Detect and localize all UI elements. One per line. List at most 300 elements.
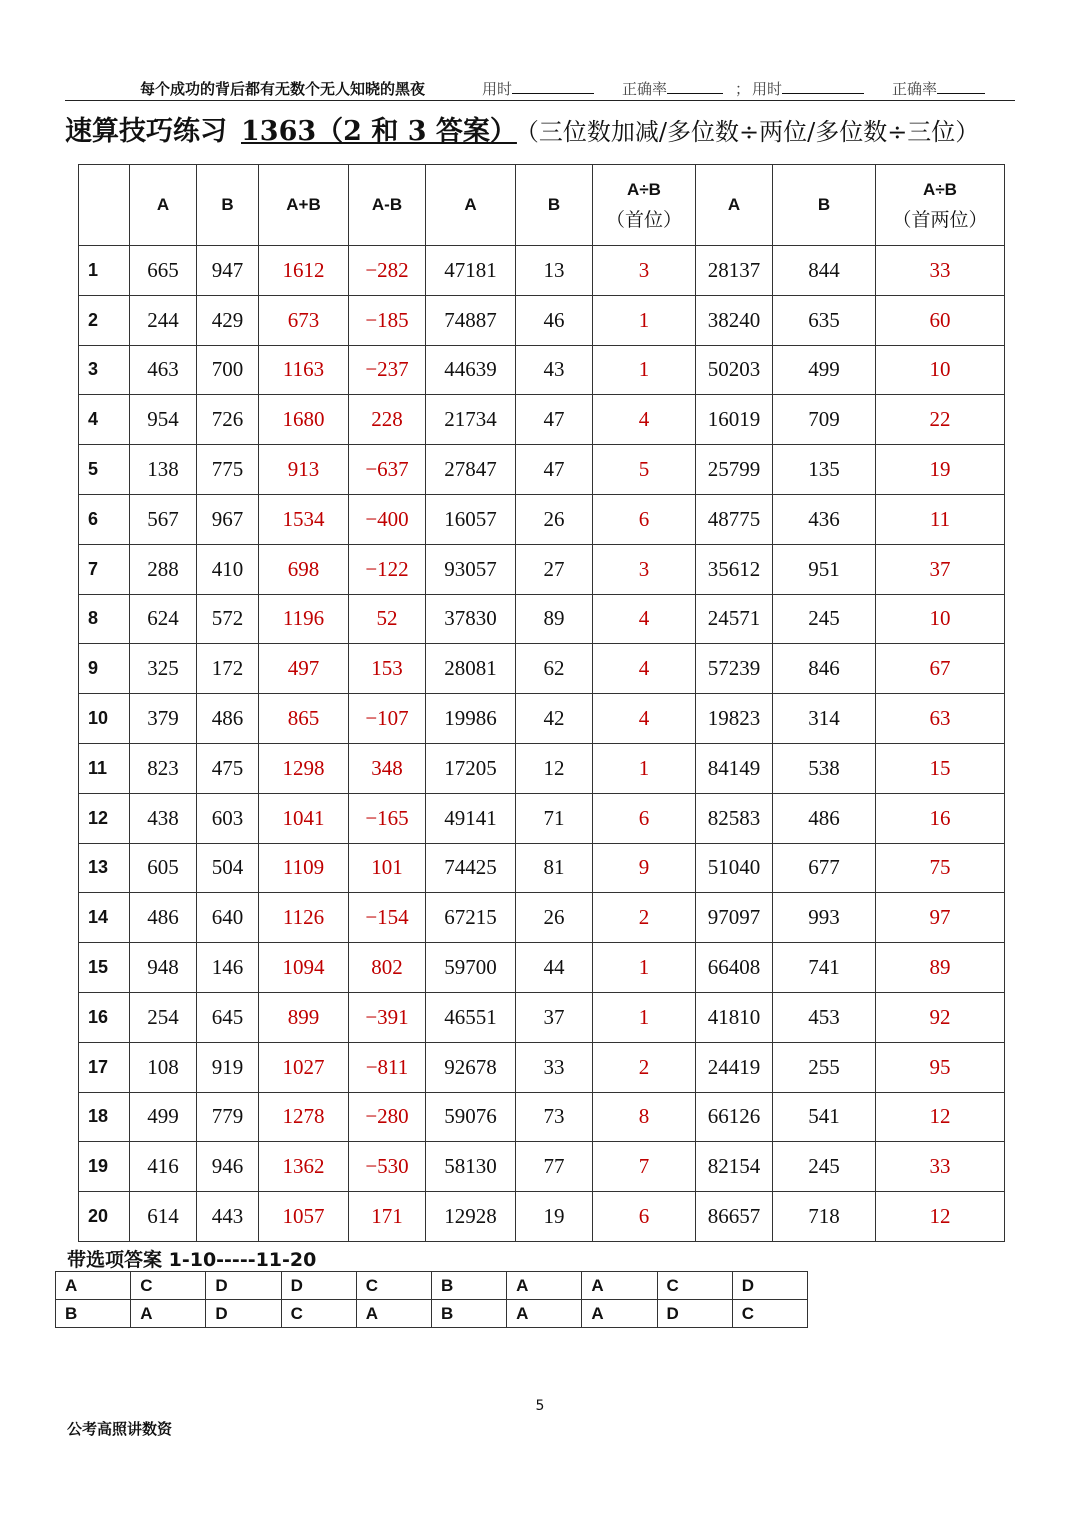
answer-cell: 1534 <box>259 494 349 544</box>
option-cell: D <box>657 1300 732 1328</box>
table-cell: 436 <box>773 494 876 544</box>
table-cell: 82154 <box>696 1142 773 1192</box>
table-cell: 475 <box>197 743 259 793</box>
table-cell: 919 <box>197 1042 259 1092</box>
table-cell: 741 <box>773 943 876 993</box>
column-header-label: B <box>817 195 831 214</box>
row-index: 10 <box>79 694 130 744</box>
table-row <box>79 1092 1005 1142</box>
table-cell: 779 <box>197 1092 259 1142</box>
answer-cell: 1109 <box>259 843 349 893</box>
answer-cell: −107 <box>349 694 426 744</box>
option-cell: D <box>281 1272 356 1300</box>
row-index: 2 <box>79 295 130 345</box>
table-cell: 50203 <box>696 345 773 395</box>
table-cell: 677 <box>773 843 876 893</box>
accuracy-blank-2 <box>937 79 985 94</box>
table-cell: 27847 <box>426 445 516 495</box>
table-cell: 438 <box>130 793 197 843</box>
answer-cell: 3 <box>593 246 696 296</box>
time-blank-2 <box>782 79 864 94</box>
table-row <box>79 644 1005 694</box>
table-cell: 567 <box>130 494 197 544</box>
answer-cell: 348 <box>349 743 426 793</box>
answer-cell: 12 <box>876 1192 1005 1242</box>
answer-cell: 802 <box>349 943 426 993</box>
table-cell: 66126 <box>696 1092 773 1142</box>
table-cell: 48775 <box>696 494 773 544</box>
answer-cell: 92 <box>876 992 1005 1042</box>
column-header-label: A÷B <box>923 180 957 199</box>
table-row <box>79 494 1005 544</box>
table-row <box>79 544 1005 594</box>
table-cell: 92678 <box>426 1042 516 1092</box>
table-cell: 26 <box>516 893 593 943</box>
option-cell: D <box>206 1300 281 1328</box>
answer-cell: 497 <box>259 644 349 694</box>
table-cell: 16057 <box>426 494 516 544</box>
answer-cell: 673 <box>259 295 349 345</box>
answer-cell: 1126 <box>259 893 349 943</box>
table-cell: 27 <box>516 544 593 594</box>
table-cell: 954 <box>130 395 197 445</box>
answer-cell: 101 <box>349 843 426 893</box>
column-header <box>696 165 773 246</box>
answer-cell: 11 <box>876 494 1005 544</box>
row-index: 13 <box>79 843 130 893</box>
answer-cell: 4 <box>593 644 696 694</box>
answer-cell: 9 <box>593 843 696 893</box>
table-cell: 463 <box>130 345 197 395</box>
answer-cell: 1680 <box>259 395 349 445</box>
table-cell: 245 <box>773 1142 876 1192</box>
table-cell: 640 <box>197 893 259 943</box>
option-cell: A <box>56 1272 131 1300</box>
column-header-label: A <box>464 195 477 214</box>
table-cell: 138 <box>130 445 197 495</box>
answer-cell: 1278 <box>259 1092 349 1142</box>
answer-cell: 228 <box>349 395 426 445</box>
table-cell: 504 <box>197 843 259 893</box>
table-cell: 24571 <box>696 594 773 644</box>
table-cell: 967 <box>197 494 259 544</box>
table-cell: 946 <box>197 1142 259 1192</box>
table-cell: 538 <box>773 743 876 793</box>
table-cell: 700 <box>197 345 259 395</box>
answer-cell: 1057 <box>259 1192 349 1242</box>
column-header <box>197 165 259 246</box>
time-field-1 <box>482 78 594 99</box>
option-cell: A <box>582 1300 657 1328</box>
accuracy-blank-1 <box>667 79 723 94</box>
time-field-2 <box>752 78 864 99</box>
row-index: 11 <box>79 743 130 793</box>
title-code: 1363（2 和 3 答案） <box>241 116 517 147</box>
answer-cell: 1027 <box>259 1042 349 1092</box>
table-cell: 410 <box>197 544 259 594</box>
row-index: 3 <box>79 345 130 395</box>
option-cell: C <box>356 1272 431 1300</box>
table-row <box>79 1192 1005 1242</box>
row-index: 7 <box>79 544 130 594</box>
table-cell: 486 <box>197 694 259 744</box>
column-header-label: A÷B <box>627 180 661 199</box>
answer-cell: 89 <box>876 943 1005 993</box>
answer-cell: 1362 <box>259 1142 349 1192</box>
table-cell: 84149 <box>696 743 773 793</box>
option-cell: C <box>131 1272 206 1300</box>
option-cell: C <box>657 1272 732 1300</box>
answer-cell: 67 <box>876 644 1005 694</box>
table-cell: 951 <box>773 544 876 594</box>
table-row <box>79 445 1005 495</box>
table-cell: 74887 <box>426 295 516 345</box>
answer-cell: 2 <box>593 893 696 943</box>
answer-cell: 33 <box>876 246 1005 296</box>
table-cell: 12 <box>516 743 593 793</box>
table-cell: 89 <box>516 594 593 644</box>
separator: ； <box>735 80 751 98</box>
table-cell: 57239 <box>696 644 773 694</box>
answer-cell: 37 <box>876 544 1005 594</box>
table-cell: 67215 <box>426 893 516 943</box>
table-cell: 635 <box>773 295 876 345</box>
table-cell: 775 <box>197 445 259 495</box>
answer-cell: 5 <box>593 445 696 495</box>
page-number: 5 <box>535 1398 545 1414</box>
row-index: 16 <box>79 992 130 1042</box>
table-cell: 314 <box>773 694 876 744</box>
row-index: 1 <box>79 246 130 296</box>
answer-cell: 698 <box>259 544 349 594</box>
table-cell: 37 <box>516 992 593 1042</box>
column-header <box>349 165 426 246</box>
row-index: 12 <box>79 793 130 843</box>
row-index: 8 <box>79 594 130 644</box>
table-cell: 499 <box>130 1092 197 1142</box>
column-header-label: A <box>727 195 741 214</box>
row-index: 9 <box>79 644 130 694</box>
option-cell: A <box>582 1272 657 1300</box>
answer-cell: 16 <box>876 793 1005 843</box>
table-cell: 325 <box>130 644 197 694</box>
table-cell: 948 <box>130 943 197 993</box>
answer-cell: 913 <box>259 445 349 495</box>
table-cell: 49141 <box>426 793 516 843</box>
answer-cell: −185 <box>349 295 426 345</box>
answer-cell: 75 <box>876 843 1005 893</box>
column-header-label: A+B <box>286 195 321 214</box>
table-cell: 66408 <box>696 943 773 993</box>
option-cell: B <box>56 1300 131 1328</box>
column-header <box>79 165 130 246</box>
table-cell: 47 <box>516 395 593 445</box>
table-cell: 718 <box>773 1192 876 1242</box>
row-index: 4 <box>79 395 130 445</box>
answer-cell: 1 <box>593 992 696 1042</box>
column-header-label: A <box>156 195 170 214</box>
table-cell: 254 <box>130 992 197 1042</box>
column-header <box>773 165 876 246</box>
answer-cell: 15 <box>876 743 1005 793</box>
table-row <box>79 1042 1005 1092</box>
table-cell: 28137 <box>696 246 773 296</box>
row-index: 17 <box>79 1042 130 1092</box>
row-index: 15 <box>79 943 130 993</box>
page-title <box>65 112 1055 152</box>
answer-cell: 6 <box>593 793 696 843</box>
header-motto: 每个成功的背后都有无数个无人知晓的黑夜 <box>140 80 426 98</box>
answer-cell: 4 <box>593 694 696 744</box>
answer-cell: 171 <box>349 1192 426 1242</box>
table-cell: 43 <box>516 345 593 395</box>
table-cell: 47181 <box>426 246 516 296</box>
table-cell: 46551 <box>426 992 516 1042</box>
table-cell: 823 <box>130 743 197 793</box>
answer-cell: 1196 <box>259 594 349 644</box>
option-cell: A <box>507 1300 582 1328</box>
table-body <box>79 246 1005 1242</box>
table-row <box>79 694 1005 744</box>
row-index: 5 <box>79 445 130 495</box>
table-cell: 665 <box>130 246 197 296</box>
title-main: 速算技巧练习 <box>65 116 227 147</box>
table-cell: 33 <box>516 1042 593 1092</box>
answer-cell: 1298 <box>259 743 349 793</box>
table-cell: 28081 <box>426 644 516 694</box>
row-index: 14 <box>79 893 130 943</box>
answer-cell: 1094 <box>259 943 349 993</box>
answer-cell: 4 <box>593 594 696 644</box>
time-label-1: 用时 <box>482 80 513 98</box>
row-index: 19 <box>79 1142 130 1192</box>
answer-cell: −165 <box>349 793 426 843</box>
table-cell: 947 <box>197 246 259 296</box>
title-description: （三位数加减/多位数÷两位/多位数÷三位） <box>526 118 980 146</box>
options-row <box>56 1272 808 1300</box>
option-cell: C <box>281 1300 356 1328</box>
table-cell: 59700 <box>426 943 516 993</box>
answer-cell: 19 <box>876 445 1005 495</box>
answer-cell: 22 <box>876 395 1005 445</box>
column-header <box>876 165 1005 246</box>
table-cell: 46 <box>516 295 593 345</box>
answer-cell: 2 <box>593 1042 696 1092</box>
accuracy-field-2 <box>892 78 985 99</box>
answer-cell: 6 <box>593 1192 696 1242</box>
table-cell: 24419 <box>696 1042 773 1092</box>
option-cell: B <box>431 1272 506 1300</box>
answer-cell: 1 <box>593 943 696 993</box>
table-cell: 62 <box>516 644 593 694</box>
answer-cell: 8 <box>593 1092 696 1142</box>
table-cell: 71 <box>516 793 593 843</box>
table-cell: 486 <box>773 793 876 843</box>
answer-cell: −391 <box>349 992 426 1042</box>
option-cell: D <box>206 1272 281 1300</box>
column-header <box>426 165 516 246</box>
table-row <box>79 843 1005 893</box>
time-blank-1 <box>512 79 594 94</box>
answer-cell: 33 <box>876 1142 1005 1192</box>
answer-cell: 60 <box>876 295 1005 345</box>
table-cell: 44639 <box>426 345 516 395</box>
table-cell: 51040 <box>696 843 773 893</box>
table-cell: 416 <box>130 1142 197 1192</box>
answer-table <box>78 164 1005 1242</box>
table-cell: 255 <box>773 1042 876 1092</box>
column-header <box>593 165 696 246</box>
table-cell: 21734 <box>426 395 516 445</box>
answer-cell: 1 <box>593 743 696 793</box>
table-cell: 645 <box>197 992 259 1042</box>
table-cell: 37830 <box>426 594 516 644</box>
table-cell: 443 <box>197 1192 259 1242</box>
answer-cell: −637 <box>349 445 426 495</box>
answer-cell: 12 <box>876 1092 1005 1142</box>
row-index: 6 <box>79 494 130 544</box>
table-cell: 19 <box>516 1192 593 1242</box>
table-cell: 135 <box>773 445 876 495</box>
table-cell: 541 <box>773 1092 876 1142</box>
answer-cell: 10 <box>876 594 1005 644</box>
answer-cell: 6 <box>593 494 696 544</box>
table-cell: 108 <box>130 1042 197 1092</box>
table-cell: 844 <box>773 246 876 296</box>
table-row <box>79 395 1005 445</box>
table-cell: 146 <box>197 943 259 993</box>
table-cell: 846 <box>773 644 876 694</box>
table-row <box>79 295 1005 345</box>
options-table <box>55 1271 808 1328</box>
table-cell: 19823 <box>696 694 773 744</box>
answer-cell: 1163 <box>259 345 349 395</box>
table-row <box>79 246 1005 296</box>
answer-cell: 1 <box>593 345 696 395</box>
table-cell: 245 <box>773 594 876 644</box>
table-cell: 77 <box>516 1142 593 1192</box>
table-cell: 17205 <box>426 743 516 793</box>
column-header-sublabel: （首位） <box>605 209 682 231</box>
row-index: 18 <box>79 1092 130 1142</box>
column-header <box>259 165 349 246</box>
table-cell: 47 <box>516 445 593 495</box>
answer-cell: −530 <box>349 1142 426 1192</box>
table-row <box>79 893 1005 943</box>
table-cell: 12928 <box>426 1192 516 1242</box>
table-cell: 19986 <box>426 694 516 744</box>
options-title: 带选项答案 1-10-----11-20 <box>67 1249 317 1271</box>
table-row <box>79 992 1005 1042</box>
answer-cell: −282 <box>349 246 426 296</box>
answer-cell: 95 <box>876 1042 1005 1092</box>
table-row <box>79 943 1005 993</box>
accuracy-field-1 <box>622 78 723 99</box>
table-cell: 624 <box>130 594 197 644</box>
answer-cell: 10 <box>876 345 1005 395</box>
column-header <box>130 165 197 246</box>
table-cell: 93057 <box>426 544 516 594</box>
table-cell: 429 <box>197 295 259 345</box>
column-header-label: A-B <box>371 195 403 214</box>
table-cell: 709 <box>773 395 876 445</box>
table-cell: 35612 <box>696 544 773 594</box>
answer-cell: 3 <box>593 544 696 594</box>
table-cell: 288 <box>130 544 197 594</box>
column-header-sublabel: （首两位） <box>892 209 988 231</box>
option-cell: D <box>732 1272 807 1300</box>
table-cell: 26 <box>516 494 593 544</box>
answer-cell: 52 <box>349 594 426 644</box>
answer-cell: −237 <box>349 345 426 395</box>
table-cell: 97097 <box>696 893 773 943</box>
time-label-2: 用时 <box>752 80 783 98</box>
option-cell: A <box>356 1300 431 1328</box>
table-cell: 605 <box>130 843 197 893</box>
page-header <box>65 72 1015 101</box>
table-row <box>79 594 1005 644</box>
table-row <box>79 743 1005 793</box>
table-row <box>79 793 1005 843</box>
footer-text: 公考高照讲数资 <box>67 1420 173 1438</box>
option-cell: C <box>732 1300 807 1328</box>
table-row <box>79 1142 1005 1192</box>
table-row <box>79 345 1005 395</box>
answer-cell: −811 <box>349 1042 426 1092</box>
accuracy-label-1: 正确率 <box>622 80 668 98</box>
answer-cell: 7 <box>593 1142 696 1192</box>
table-cell: 42 <box>516 694 593 744</box>
options-row <box>56 1300 808 1328</box>
table-cell: 16019 <box>696 395 773 445</box>
table-cell: 41810 <box>696 992 773 1042</box>
table-cell: 244 <box>130 295 197 345</box>
table-cell: 13 <box>516 246 593 296</box>
table-cell: 81 <box>516 843 593 893</box>
accuracy-label-2: 正确率 <box>892 80 938 98</box>
table-cell: 486 <box>130 893 197 943</box>
column-header-label: B <box>547 195 561 214</box>
answer-cell: 1612 <box>259 246 349 296</box>
answer-cell: 899 <box>259 992 349 1042</box>
table-cell: 572 <box>197 594 259 644</box>
table-cell: 44 <box>516 943 593 993</box>
table-cell: 614 <box>130 1192 197 1242</box>
option-cell: B <box>431 1300 506 1328</box>
table-cell: 58130 <box>426 1142 516 1192</box>
answer-cell: −122 <box>349 544 426 594</box>
table-cell: 499 <box>773 345 876 395</box>
table-cell: 172 <box>197 644 259 694</box>
table-cell: 82583 <box>696 793 773 843</box>
table-cell: 379 <box>130 694 197 744</box>
column-header-label: B <box>221 195 234 214</box>
answer-cell: −154 <box>349 893 426 943</box>
table-cell: 726 <box>197 395 259 445</box>
answer-cell: 4 <box>593 395 696 445</box>
answer-cell: 865 <box>259 694 349 744</box>
answer-cell: −280 <box>349 1092 426 1142</box>
answer-cell: −400 <box>349 494 426 544</box>
row-index: 20 <box>79 1192 130 1242</box>
table-cell: 74425 <box>426 843 516 893</box>
table-cell: 86657 <box>696 1192 773 1242</box>
option-cell: A <box>131 1300 206 1328</box>
answer-cell: 63 <box>876 694 1005 744</box>
table-cell: 38240 <box>696 295 773 345</box>
column-header <box>516 165 593 246</box>
table-cell: 73 <box>516 1092 593 1142</box>
